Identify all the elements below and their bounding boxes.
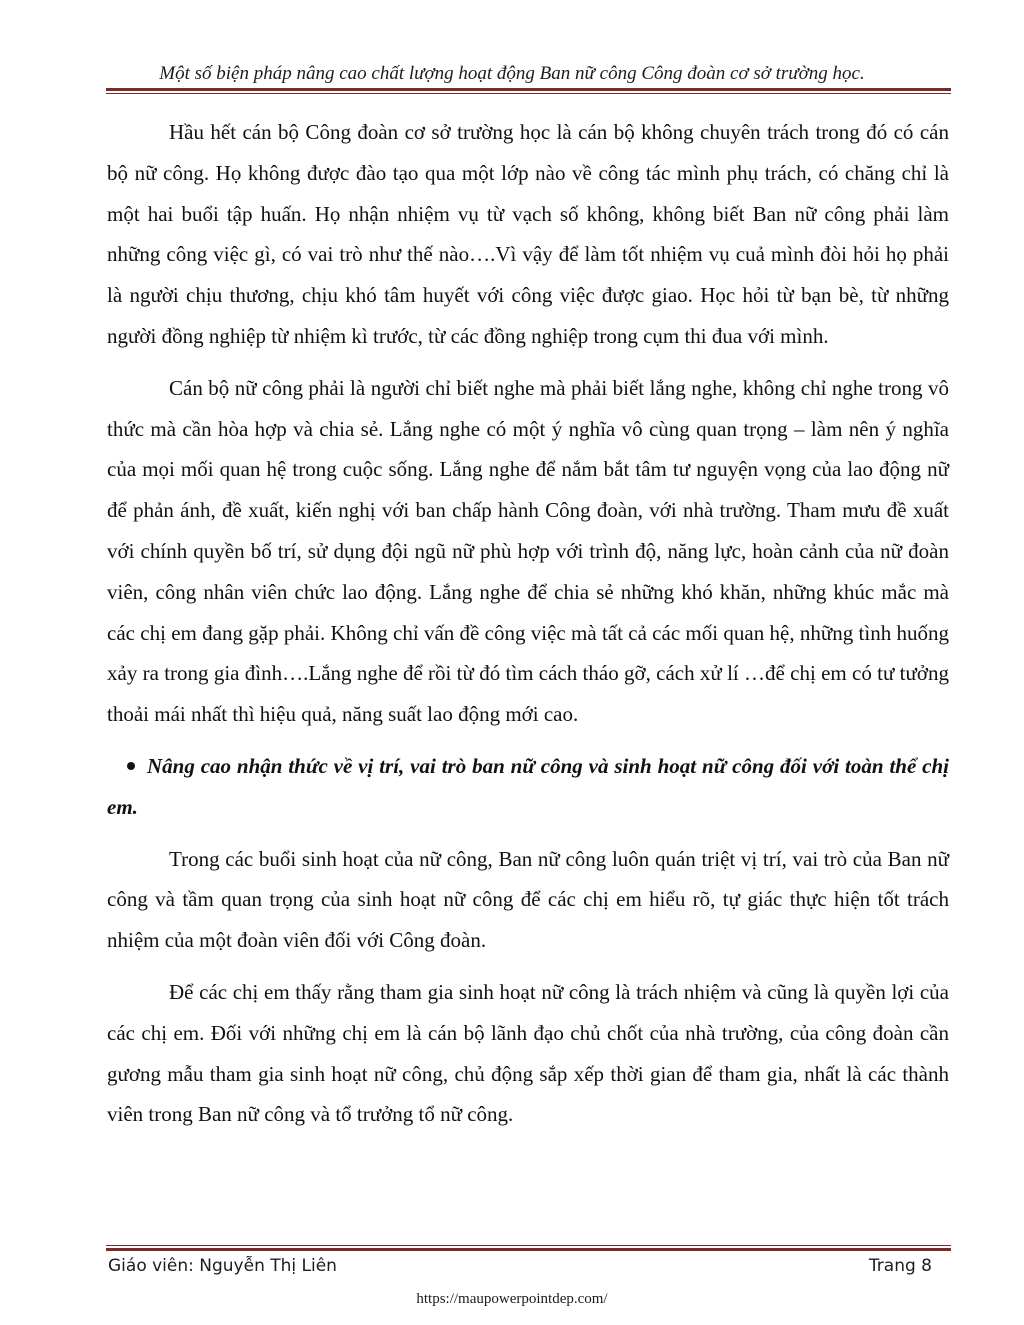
footer-teacher: Giáo viên: Nguyễn Thị Liên [108, 1256, 337, 1276]
body-paragraph-4: Để các chị em thấy rằng tham gia sinh hoạt nữ công là trách nhiệm và cũng là quyền lợi của các chị em. Đối với những chị em là cán bộ lãnh đạo chủ chốt của nhà trường, của công đoàn cần gương mẫu tham gia sinh hoạt nữ công, chủ động sắp xếp thời gian để tham gia, nhất là các thành viên trong Ban nữ công và tổ trưởng tổ nữ công. [107, 979, 949, 1127]
body-paragraph-3: Trong các buổi sinh hoạt của nữ công, Ban nữ công luôn quán triệt vị trí, vai trò của Ban nữ công và tầm quan trọng của sinh hoạt nữ công để các chị em hiểu rõ, tự giác thực hiện tốt trách nhiệm của một đoàn viên đối với Công đoàn. [107, 846, 949, 953]
footer-url: https://maupowerpointdep.com/ [416, 1291, 608, 1307]
document-body [107, 112, 949, 1135]
body-paragraph-2: Cán bộ nữ công phải là người chỉ biết nghe mà phải biết lắng nghe, không chỉ nghe trong vô thức mà cần hòa hợp và chia sẻ. Lắng nghe có một ý nghĩa vô cùng quan trọng – làm nên ý nghĩa của mọi mối quan hệ trong cuộc sống. Lắng nghe để nắm bắt tâm tư nguyện vọng của lao động nữ để phản ánh, đề xuất, kiến nghị với ban chấp hành Công đoàn, với nhà trường. Tham mưu đề xuất với chính quyền bố trí, sử dụng đội ngũ nữ phù hợp với trình độ, năng lực, hoàn cảnh của nữ đoàn viên, công nhân viên chức lao động. Lắng nghe để chia sẻ những khó khăn, những khúc mắc mà các chị em đang gặp phải. Không chỉ vấn đề công việc mà tất cả các mối quan hệ, những tình huống xảy ra trong gia đình….Lắng nghe để rồi từ đó tìm cách tháo gỡ, cách xử lí …để chị em có tư tưởng thoải mái nhất thì hiệu quả, năng suất lao động mới cao. [107, 375, 949, 727]
bullet-heading [65, 746, 949, 828]
footer-rule-thin [106, 1245, 951, 1246]
footer-page-number: Trang 8 [868, 1256, 932, 1276]
header-rule-thick [106, 88, 951, 91]
bullet-heading-text: Nâng cao nhận thức về vị trí, vai trò ban nữ công và sinh hoạt nữ công đối với toàn thể chị em. [107, 753, 949, 819]
header-rule-thin [106, 93, 951, 94]
running-header-title: Một số biện pháp nâng cao chất lượng hoạt động Ban nữ công Công đoàn cơ sở trường học. [159, 63, 865, 84]
bullet-dot-icon [127, 762, 135, 770]
body-paragraph-1: Hầu hết cán bộ Công đoàn cơ sở trường học là cán bộ không chuyên trách trong đó có cán bộ nữ công. Họ không được đào tạo qua một lớp nào về công tác mình phụ trách, có chăng chỉ là một hai buổi tập huấn. Họ nhận nhiệm vụ từ vạch số không, không biết Ban nữ công phải làm những công việc gì, có vai trò như thế nào….Vì vậy để làm tốt nhiệm vụ cuả mình đòi hỏi họ phải là người chịu thương, chịu khó tâm huyết với công việc được giao. Học hỏi từ bạn bè, từ những người đồng nghiệp từ nhiệm kì trước, từ các đồng nghiệp trong cụm thi đua với mình. [107, 120, 949, 348]
footer-rule-thick [106, 1248, 951, 1251]
